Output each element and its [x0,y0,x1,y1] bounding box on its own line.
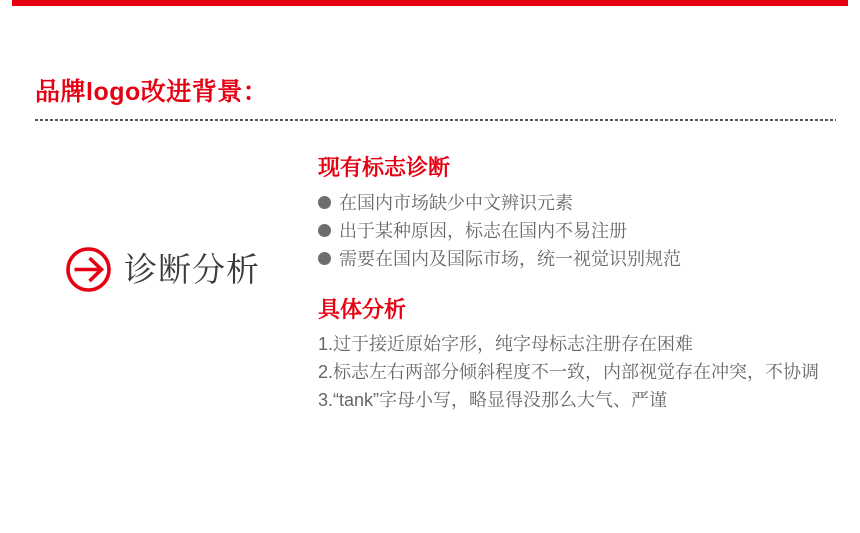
list-item [318,216,681,244]
section-heading-diagnosis: 现有标志诊断 [318,155,451,180]
dashed-divider [35,119,836,121]
analysis-numbered-list [318,330,819,414]
top-accent-bar [12,0,848,6]
list-item [318,188,681,216]
list-item: 2.标志左右两部分倾斜程度不一致，内部视觉存在冲突，不协调 [318,362,820,382]
list-item: 1.过于接近原始字形，纯字母标志注册存在困难 [318,334,694,354]
diagnosis-label: 诊断分析 [124,251,260,288]
list-item-text: 出于某种原因，标志在国内不易注册 [339,221,627,241]
list-item-text: 需要在国内及国际市场，统一视觉识别规范 [339,249,681,269]
bullet-icon [318,224,331,237]
diagnosis-badge [65,246,260,293]
section-heading-analysis: 具体分析 [318,297,407,322]
arrow-right-circle-icon [65,246,112,293]
diagnosis-bullet-list [318,188,681,272]
bullet-icon [318,196,331,209]
list-item [318,244,681,272]
page-title: 品牌logo改进背景： [35,78,269,106]
list-item: 3.“tank”字母小写，略显得没那么大气、严谨 [318,390,668,410]
bullet-icon [318,252,331,265]
list-item-text: 在国内市场缺少中文辨识元素 [339,193,573,213]
